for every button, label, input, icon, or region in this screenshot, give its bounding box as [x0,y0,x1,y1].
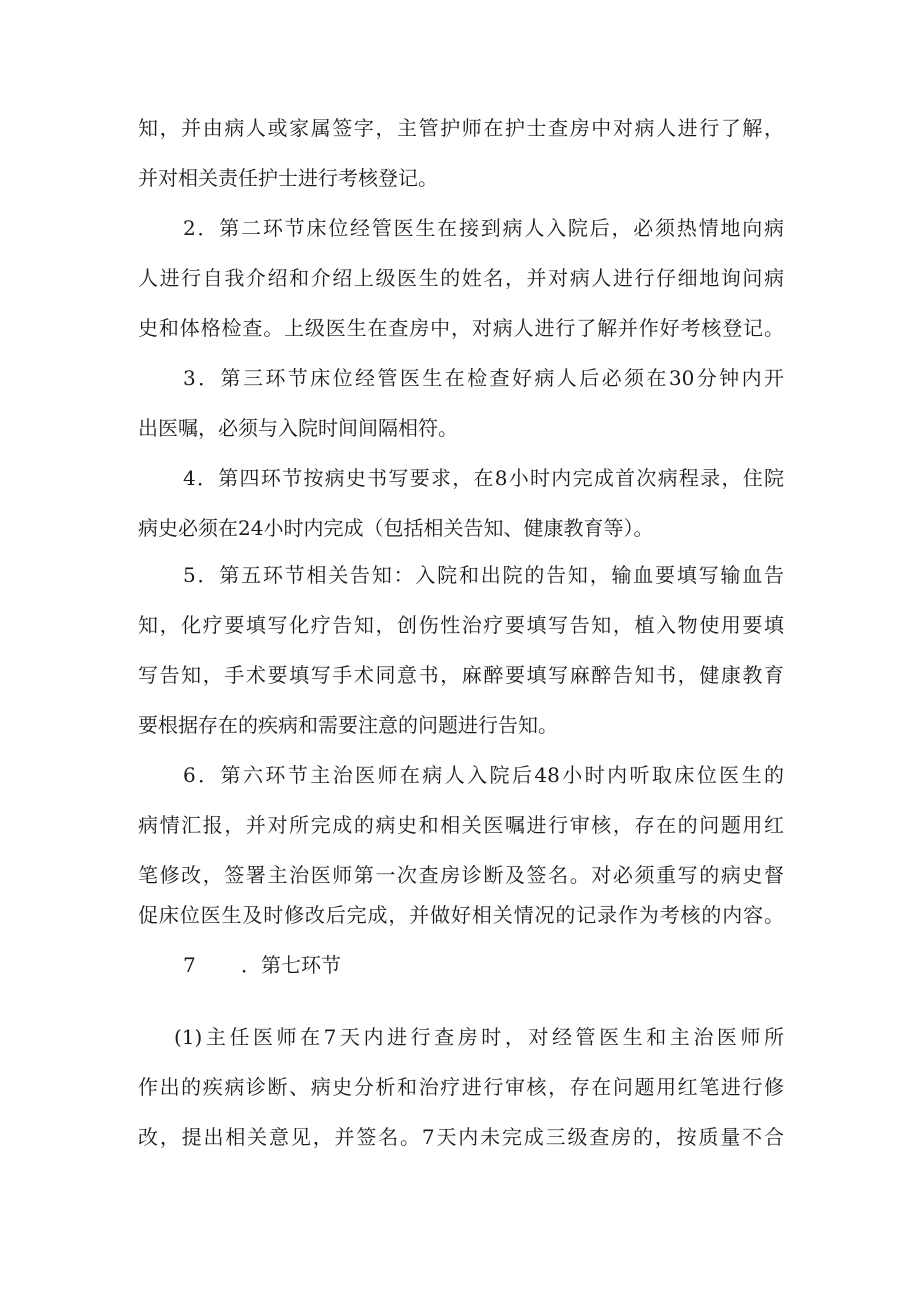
paragraph-2-line-2: 人进行自我介绍和介绍上级医生的姓名，并对病人进行仔细地询问病 [138,266,784,290]
section-7-title: ．第七环节 [241,953,341,977]
paragraph-3-line-2: 出医嘱，必须与入院时间间隔相符。 [138,416,458,440]
paragraph-2-line-3: 史和体格检查。上级医生在查房中，对病人进行了解并作好考核登记。 [138,316,784,340]
paragraph-5-line-3: 写告知，手术要填写手术同意书，麻醉要填写麻醉告知书，健康教育 [138,663,784,687]
paragraph-3-line-1: 3．第三环节床位经管医生在检查好病人后必须在30分钟内开 [183,366,784,390]
section-7-heading [183,951,341,979]
item-1-line-2: 作出的疾病诊断、病史分析和治疗进行审核，存在问题用红笔进行修 [138,1075,784,1099]
paragraph-4-line-2: 病史必须在24小时内完成（包括相关告知、健康教育等）。 [138,516,654,540]
paragraph-5-line-2: 知，化疗要填写化疗告知，创伤性治疗要填写告知，植入物使用要填 [138,613,784,637]
paragraph-5-line-4: 要根据存在的疾病和需要注意的问题进行告知。 [138,713,558,737]
section-7-number: 7 [183,953,196,977]
paragraph-4-line-1: 4．第四环节按病史书写要求，在8小时内完成首次病程录，住院 [183,466,784,490]
paragraph-6-line-3: 笔修改，签署主治医师第一次查房诊断及签名。对必须重写的病史督 [138,863,784,887]
item-1-line-3: 改，提出相关意见，并签名。7天内未完成三级查房的，按质量不合 [138,1125,784,1149]
paragraph-1-line-2: 并对相关责任护士进行考核登记。 [138,166,438,190]
paragraph-5-line-1: 5．第五环节相关告知：入院和出院的告知，输血要填写输血告 [183,563,784,587]
paragraph-6-line-2: 病情汇报，并对所完成的病史和相关医嘱进行审核，存在的问题用红 [138,813,784,837]
paragraph-1-line-1: 知，并由病人或家属签字，主管护师在护士查房中对病人进行了解， [138,116,784,140]
paragraph-6-line-1: 6．第六环节主治医师在病人入院后48小时内听取床位医生的 [183,763,784,787]
item-1-line-1: (1)主任医师在7天内进行查房时，对经管医生和主治医师所 [174,1025,784,1049]
paragraph-2-line-1: 2．第二环节床位经管医生在接到病人入院后，必须热情地向病 [183,216,784,240]
paragraph-6-line-4: 促床位医生及时修改后完成，并做好相关情况的记录作为考核的内容。 [138,903,784,927]
